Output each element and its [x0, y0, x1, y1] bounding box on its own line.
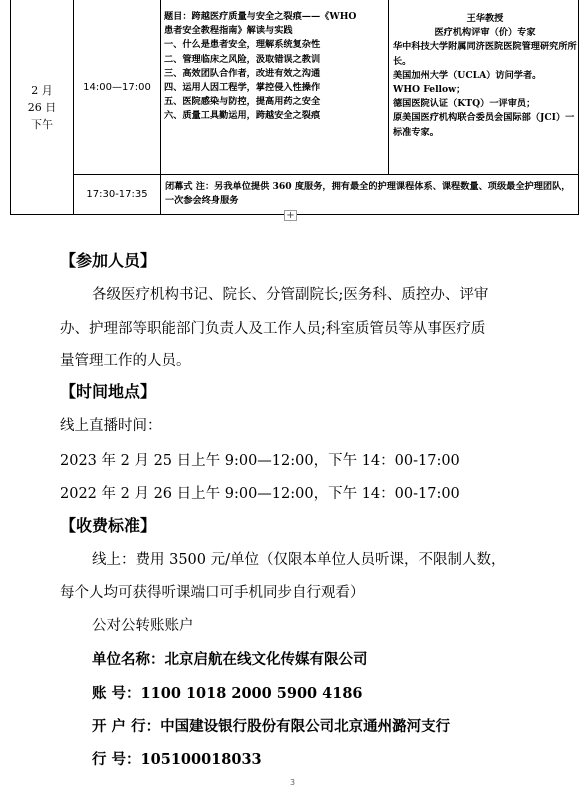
topic-line: 二、管理临床之风险，汲取错误之教训: [164, 53, 321, 65]
topic-line: 三、高效团队合作者，改进有效之沟通: [164, 67, 321, 79]
topic-line: 四、运用人因工程学，掌控侵入性操作: [164, 82, 321, 94]
account-line: 行 号：105100018033: [92, 751, 262, 768]
topic-line: 一、什么是患者安全，理解系统复杂性: [164, 39, 321, 51]
participants-line: 量管理工作的人员。: [60, 353, 191, 369]
table-divider: [578, 0, 579, 214]
expert-line: 原美国医疗机构联合委员会国际部（JCI）一标准专家。: [393, 112, 575, 138]
topic-cell: [164, 10, 386, 124]
session-time-cell: [74, 0, 160, 174]
topic-line: 题目：跨越医疗质量与安全之裂痕——《WHO: [164, 11, 357, 22]
time-place-line: 2023 年 2 月 25 日上午 9:00—12:00，下午 14：00-17:00: [60, 453, 460, 469]
fees-heading: 【收费标准】: [60, 516, 157, 535]
expert-line: WHO Fellow；: [393, 84, 466, 96]
expert-line: 德国医院认证（KTQ）一评审员；: [393, 98, 536, 110]
topic-line: 患者安全教程指南》解读与实践: [164, 25, 293, 37]
topic-line: 五、医院感染与防控，提高用药之安全: [164, 96, 321, 108]
fees-line: 线上：费用 3500 元/单位（仅限本单位人员听课，不限制人数，: [92, 552, 506, 568]
date-cell: [11, 0, 73, 214]
date-line: 下午: [31, 117, 53, 131]
table-divider: [388, 0, 389, 174]
time-place-line: 线上直播时间：: [60, 418, 162, 434]
topic-line: 六、质量工具勤运用，跨越安全之裂痕: [164, 110, 321, 122]
closing-time-cell: [74, 175, 160, 214]
fees-line: 每个人均可获得听课端口可手机同步自行观看）: [60, 585, 365, 601]
closing-text: 闭幕式 注：另我单位提供 360 度服务，拥有最全的护理课程体系、课程数量、项级最全护理团队，一次参会终身服务: [165, 181, 571, 206]
expert-line: 美国加州大学（UCLA）访问学者。: [393, 69, 542, 81]
date-line: 26 日: [27, 100, 57, 114]
participants-line: 办、护理部等职能部门负责人及工作人员;科室质管员等从事医疗质: [60, 321, 486, 337]
expert-line: 华中科技大学附属同济医院医院管理研究所所长。: [393, 41, 577, 67]
account-line: 账 号：1100 1018 2000 5900 4186: [92, 685, 363, 702]
time-place-heading: 【时间地点】: [60, 382, 157, 401]
date-line: 2 月: [31, 83, 53, 97]
participants-heading: 【参加人员】: [60, 251, 157, 270]
session-time: 14:00—17:00: [83, 81, 151, 93]
expert-name: 王华教授: [466, 13, 504, 24]
page-number: 3: [290, 778, 296, 787]
add-row-button[interactable]: +: [284, 210, 297, 221]
account-line: 开 户 行：中国建设银行股份有限公司北京通州潞河支行: [92, 718, 451, 735]
account-line: 单位名称：北京启航在线文化传媒有限公司: [92, 651, 368, 668]
fees-line: 公对公转账账户: [92, 618, 194, 634]
closing-time: 17:30-17:35: [86, 189, 148, 200]
expert-cell: [393, 12, 577, 140]
table-divider: [160, 0, 161, 214]
time-place-line: 2022 年 2 月 26 日上午 9:00—12:00，下午 14：00-17:00: [60, 486, 460, 502]
schedule-table: [10, 0, 579, 215]
participants-line: 各级医疗机构书记、院长、分管副院长;医务科、质控办、评审: [92, 287, 489, 303]
expert-line: 医疗机构评审（价）专家: [434, 27, 536, 39]
